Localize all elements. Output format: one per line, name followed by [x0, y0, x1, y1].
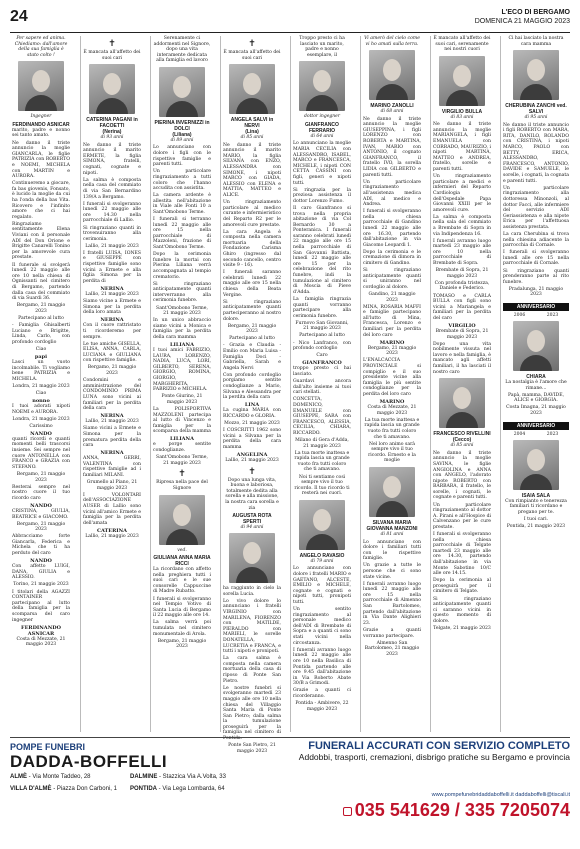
notice-name: NANDO — [30, 430, 52, 437]
year-start: 2004 — [513, 431, 526, 437]
notice-text: Noi ti sentiamo così sempre vivo il tuo ricordo. Il tuo ricordo ti resterà nei cuori. — [294, 474, 350, 497]
ad-location — [10, 774, 91, 780]
ad-phone-numbers — [343, 800, 570, 821]
column-5 — [290, 36, 353, 732]
notice-name: LINA — [244, 402, 260, 409]
deceased-alias: (Nerina) — [102, 129, 122, 136]
notice-text: I tuoi adorati nipoti NOEMI e AURORA. — [12, 404, 70, 415]
notice-name: MARINO — [379, 339, 405, 346]
deceased-age: di 81 anni — [380, 532, 404, 538]
masthead — [475, 8, 570, 26]
column-8 — [500, 36, 571, 732]
issue-date: DOMENICA 21 MAGGIO 2023 — [474, 18, 570, 25]
notice-date: Telgate, 21 maggio 2023 — [433, 626, 491, 632]
notice-name: LILIANA — [169, 342, 195, 349]
notice-date: Sant'Omobono Terme, 21 maggio 2023 — [156, 305, 208, 317]
notice-name: NERINA — [100, 450, 124, 457]
notice-text: I funerali si svolgeranno lunedì alle ore 15 nella parrocchiale di Cornale. — [503, 250, 569, 267]
notice-text: Siamo vicini a Ermete e Simona per la prematura perdita della cara — [83, 426, 141, 449]
notice-date: Sant'Omobono Terme, 21 maggio 2023 — [156, 455, 208, 466]
ad-location — [130, 786, 225, 792]
notice-text: La cara Angela è composta nella camera mortuaria della Fondazione Carisma Ghiro (ingresso dal secondo cancello, centro visite 9 - 16). — [223, 229, 281, 269]
notice-text: - Famiglia Ghisalberti Luciano e Brigitte, Linda, Carlo, con profondo cordoglio — [12, 322, 70, 345]
deceased-name: CATERINA PAGANI in FACOETTI — [86, 117, 138, 130]
cross-icon: ✝ — [108, 39, 116, 49]
deceased-name: GIANFRANCO FERRARIO — [305, 121, 339, 134]
notice-text: La salma è composta nella casa del commiato di via San Bernardino 139/A a Bergamo. — [83, 177, 141, 200]
deceased-age: di 83 anni — [450, 114, 474, 120]
portrait-photo — [159, 495, 205, 545]
notice-text: I fratelli LUISA, IONES e GIUSEPPE con rispettive famiglie sono vicini a Ermete e alla figlia Simona per la perdita di — [83, 250, 141, 284]
notice-date: Furnovo San Giovanni, 21 maggio 2023 — [295, 320, 349, 332]
notice-date: Ponte Giurino, 21 maggio 2023 — [161, 394, 203, 405]
deceased-age: di 64 anni — [310, 133, 334, 139]
notice-date: Lallio, 21 maggio 2023 — [85, 419, 139, 425]
notice-text: Lo annunciano con dolore i fratelli MARIO e GAETANO, ALCESTE, EMILIO e MICHELE, cognate e cognati e nipoti tutti, pronipoti tutti. — [293, 566, 351, 605]
notice-text: Ne danno il triste annuncio la moglie SAVINA, le figlie ANGIOLINA e ANNA con ANGELO, l'adorato nipote ROBERTO con BARBARA, il fratello, le sorelle, i cognati, le cognate e parenti tutti. — [433, 450, 491, 501]
deceased-age: di 89 anni — [170, 137, 194, 143]
notice-text: Un ringraziamento particolare a medici e infermieri del Reparto Cardiologia dell'Ospedale Papa Giovanni XXIII per le amorevoli cure. — [433, 174, 491, 213]
notice-heading: Carissimo — [29, 423, 53, 429]
notice-date: Lallio, 21 maggio 2023 — [225, 457, 279, 463]
cross-icon: ✝ — [248, 39, 256, 49]
notice-name: MARINO — [379, 399, 405, 406]
notice-name: NERINA — [100, 285, 124, 292]
notice-text: La cara Cherubina si trova nella chiesina adiacente la parrocchia di Cornale. — [503, 231, 569, 249]
notice-text: troppo presto ci hai lasciato. — [293, 366, 351, 377]
notice-text: Ne danno il triste annuncio i figli ROBERTO con MARA, RITA, DANILO, ROLANDO con CRISTINA, i nipoti MARCO, PAOLO con BETTY, ERICA, ALESSANDRO, FRANCESCO, ANTONIO, DAVIDE e SAMUELE, le sorelle, i cognati, la cognata e parenti tutti. — [503, 122, 569, 184]
column-6 — [360, 36, 423, 732]
notice-text: Un ringraziamento particolare al medico curante e infermieristico del Reparto R2 per le amorevoli cure prestate. — [223, 200, 281, 228]
notice-date: Lallio, 21 maggio 2023 — [85, 291, 139, 297]
portrait-photo — [159, 67, 205, 117]
notice-date: Almenno San Bartolomeo, 21 maggio 2023 — [364, 640, 420, 657]
ad-location-address: - Stazzica Via A.Volta, 33 — [159, 774, 226, 780]
notice-text: e porge sentite condoglianze. — [153, 442, 211, 454]
notice-title-label: dottor ingegner — [304, 114, 340, 120]
portrait-photo — [299, 61, 345, 111]
page-number: 24 — [10, 8, 28, 25]
funeral-home-ad — [10, 737, 570, 840]
anniversary-banner: ANNIVERSARIO — [503, 422, 569, 430]
notice-text: Si ringraziano anticipatamente quanti interverranno alla cerimonia funebre. — [153, 281, 211, 304]
ad-location — [10, 786, 117, 792]
deceased-age: di 93 anni — [100, 135, 124, 141]
deceased-age: di 85 anni — [450, 443, 474, 449]
portrait-photo — [229, 64, 275, 114]
portrait-photo — [439, 378, 485, 428]
ad-location-city: ALMÈ — [10, 774, 27, 780]
anniversary-years — [503, 432, 569, 437]
notice-text: L'ENALCACCIA PROVINCIALE si compiglio e il suo presidente vicine alla famiglia le più sentite condoglianze per la perdita del loro caro — [363, 358, 421, 397]
notice-text: Un particolare ringraziamento all'assistenza medica ADI, al medico e Andrea. — [363, 179, 421, 208]
notice-title-label: Ingegner — [30, 114, 52, 120]
notice-date: Bergamo, 21 maggio 2023 — [16, 471, 66, 483]
notice-text: La ricordano con affetto nella preghiera tutti i suoi cari e le sue consorelle Cappuccine di Madre Rubatto. — [153, 567, 211, 595]
notice-text: Un particolare ringraziamento al dottor A. Pirani e all'Hospice di Calvenzano per le cure prestate. — [433, 502, 491, 530]
notice-heading: Ciao — [35, 346, 47, 352]
ad-location-address: - Via Lega Lombarda, 64 — [158, 786, 225, 792]
notice-text: CRISTINA, GIULIA, BEATRICE e GIACOMO. — [12, 508, 70, 520]
notice-text: I tuoi amici FABRIZIO, LAURA, LORENZO, NADIA, LUCA, LORI, GILBERTO, SERENA, GIORGIO, ROMINA, GIORGIO, MARGHERITA, FABRIZIO e MICHELA. — [153, 348, 211, 393]
notice-date: Bergamo, 21 maggio 2023 — [227, 323, 277, 335]
notice-date: Brembate di Sopra, 21 maggio 2023 — [435, 328, 489, 340]
notice-text: La POLISPORTIVA MAZZOLENI partecipa al lutto di Vincenzo e famiglia per la scomparsa della mamma — [153, 407, 211, 435]
notice-name: NANDO — [30, 558, 52, 565]
notice-text: I funerali si svolgeranno lunedì 22 maggio alle ore 14.30 nella parrocchiale di Lallio. — [83, 201, 141, 224]
notice-text: Dopo la cerimonia funebre la mortai con Pierina Liliana verrà accompagnata al tempio crematorio. — [153, 252, 211, 280]
notice-date: Pontida, 21 maggio 2023 — [506, 523, 566, 529]
anniversary-banner: ANNIVERSARIO — [503, 303, 569, 311]
notice-text: Il caro Gianfranco si trova nella propria abitazione di via Col Bernardo 30 a Ponteranica. I funerali saranno celebrati lunedì 22 maggio alle ore 15 nella parrocchiale di San Giovanni Battista, lunedì 22 maggio alle ore 15 per la celebrazione del rito funebre, indi la tumulazione al cimitero di Moscia di Pieve d'Adda. — [293, 205, 351, 295]
notice-text: Dopo una lunga vita, buona e laboriosa, totalmente dedita alla sorella e alla missione, la nostra cara sorella e zia — [225, 477, 279, 511]
deceased-name: PIERINA INVERNIZZI in DOLCI — [154, 119, 210, 132]
notice-text: Ne danno il triste annuncio la moglie GIANCARLA, le figlie PATRIZIA con ROBERTO e NOEMI, MICHELA con MARTIN e AURORA. — [12, 140, 70, 180]
notice-text: Nel loro animo sarà sempre vivo il tuo ricordo. Ernesto e la moglie — [368, 441, 416, 464]
ad-contacts[interactable]: www.pompefunebridaddaboffelli.it daddaboffelli@tiscali.it — [431, 792, 570, 798]
cross-icon: ✝ — [178, 469, 186, 480]
notice-text: Ne danno il triste annuncio il marito ERMETE, la figlia SIMONA, fratelli, cognati, cognate e nipoti. — [83, 142, 141, 176]
notice-text: I funerali si svolgeranno nel Tempio Votivo di Santa Lucia di Bergamo il 22 maggio alle ore 14. — [153, 596, 211, 619]
notice-text: I COSCRITTI 1962 sono vicini a Silvana per la perdita della cara mamma — [223, 428, 281, 450]
notice-text: Dopo la cerimonia al proseguirà per il cimitero di Telgate. — [433, 578, 491, 595]
notice-text: Si ringrazia per la preziosa assistenza il dottor Lorenzo Fumo. — [293, 187, 351, 204]
notice-text: Con il cuore rattristato ti ricorderemo per sempre. — [83, 323, 141, 340]
year-end: 2023 — [546, 313, 559, 318]
notice-date: Pradalunga, 21 maggio 2023 — [508, 286, 564, 298]
notice-text: Condomini e amministrazione del CONDOMINIO PRIMA LUNA sono vicini ai familiari per la perdita della cara — [83, 378, 141, 412]
notice-text: I titolari della AGAZZI CONTAINER partecipano al lutto della famiglia per la scomparsa del caro ingegner — [12, 589, 70, 623]
notice-text: Un grazie a tutte le persone che ci sono state vicine. — [363, 563, 421, 580]
notice-text: Si ringraziano anticipatamente quanti ci saranno vicini in questo momento di dolore. — [433, 596, 491, 624]
notice-text: TOMASO e CARLA BULLA con figli sono vicini a Mariangela e familiari per la perdita del caro — [433, 293, 491, 321]
column-7 — [430, 36, 493, 732]
portrait-photo — [513, 50, 559, 100]
year-end: 2023 — [546, 431, 559, 437]
notice-text: Ringraziamo sentitamente Elena Viviani con il personale ADI del Don Orione e Brigitte Canarelli Tonino per la amorevole cura prestate. — [12, 221, 70, 261]
notice-text: La famiglia ringrazia quanti vorranno partecipare alla cerimonia funebre. — [293, 296, 351, 319]
ad-subheadline: Addobbi, trasporti, cremazioni, disbrigo pratiche su Bergamo e provincia — [298, 752, 570, 762]
notice-date: Bergamo, 21 maggio 2023 — [16, 521, 66, 533]
notice-text: Ne danno il triste annuncio la moglie MARIANGELA, i figli EMANUELA con CORRADO, MAURIZIO, i nipoti MARTINA, MATTEO e ANDREA, fratello, sorelle e parenti tutti. — [433, 122, 491, 173]
notice-text: MINA, ROSARIA MAFFI e famiglie partecipano all'lutto di Mina, Francesca, Lorenzo e familiari per la perdita del loro caro — [363, 304, 421, 338]
notice-date: Mozzo, 21 maggio 2023 — [224, 421, 280, 426]
notice-text: CONCETTA, DOMENICO, EMANUELE con GIUSEPPE, SARA con FRANCESCO, ALESSIA, CECILIA, CHIARA, RICCARDO. — [293, 397, 351, 436]
phone-icon — [343, 807, 352, 816]
deceased-alias: (Liliana) — [172, 131, 192, 138]
deceased-name: SILVANA MARIA GIOVANNA MANZONI — [366, 520, 418, 533]
deceased-name: ANGELO RAVASIO — [299, 552, 345, 559]
notice-date: Bergamo, 21 maggio 2023 — [367, 345, 417, 357]
deceased-name: GIULIANA ANNA MARIA RICCI — [153, 555, 211, 568]
notice-text: Si ringraziano quanti prenderanno parte al rito funebre. — [503, 268, 569, 285]
notice-text: Il funerale si svolgerà lunedì 22 maggio alle ore 10 nella chiesa di Ognissanti nel cimitero di Bergamo, partendo dalla casa del commiato di via Suardi 36. — [12, 262, 70, 302]
notice-text: Ne danno il triste annuncio il marito MARIO, la figlia SILVANA con ENZO, ALESSANDRA con SIMONE, i nipoti MARCO con GIADA, ALESSIO con ELENA e MATTIA, MATTEO e ALICE. — [223, 142, 281, 199]
deceased-name: CHIARA — [526, 374, 546, 380]
notice-text: Dopo una vita nobilmente vissuta nel lavoro e nella famiglia, è mancato agli affetti familiari, il ha lasciati il nostro caro — [433, 341, 491, 375]
notice-text: Si ringraziano quanti in trovenuiranno alla cerimonia. — [83, 225, 141, 242]
notice-name: GIANFRANCO — [302, 360, 342, 367]
notice-heading: Ciao — [35, 390, 47, 396]
notice-text: Partecipano al lutto — [229, 336, 275, 342]
notice-text: Dopo la cerimonia e le cremazione di dimora in cimitero di Gandino. — [363, 249, 421, 267]
portrait-photo — [369, 467, 415, 517]
deceased-age: di 79 anni — [310, 558, 334, 564]
notice-date: Lallio, 21 maggio 2023 — [85, 533, 139, 539]
notice-date: Bergamo, 21 maggio 2023 — [87, 365, 137, 377]
notice-name: CATERINA — [96, 527, 128, 534]
notice-date: Ponte San Pietro, 21 maggio 2023 — [228, 743, 276, 754]
column-3 — [150, 36, 213, 732]
notice-text: - Nico Lanfranco, con profondo cordoglio — [293, 340, 351, 352]
notice-text: Ci hai lasciato la nostra cara mamma — [508, 36, 564, 47]
notice-text: È mancata all'affetto dei suoi cari — [83, 50, 141, 61]
anniversary-years — [503, 313, 569, 318]
notice-date: Costa Imagna, 21 maggio 2023 — [506, 405, 566, 416]
ad-location-city: DALMINE — [130, 774, 158, 780]
notice-text: Si ringraziano anticipatamente quanti si uniranno nel cordoglio al dolore. — [363, 268, 421, 290]
newspaper-name: L'ECO DI BERGAMO — [501, 9, 570, 16]
notice-text: Abbracciamo forte Giancarla, Federica e Michela che ti ha perduto del caro — [12, 534, 70, 557]
ad-location-address: - Via Monte Taddeo, 28 — [28, 774, 91, 780]
portrait-photo — [299, 500, 345, 550]
notice-text: Lo annunciano con dolore i familiari tutti con le rispettive famiglie. — [363, 539, 421, 562]
ad-headline: FUNERALI ACCURATI CON SERVIZIO COMPLETO — [308, 740, 570, 752]
notice-text: Continueremo a giocare, fa bas giovenis, Fonsato, è lucido la moglie da cui ha l'onda della bas Vita. Ricovero e l'infinito amore che ci hai regalato. — [12, 181, 70, 220]
notice-heading: Caro — [316, 353, 328, 359]
portrait-photo — [18, 61, 64, 111]
ad-phones: 035 541629 / 335 7205074 — [354, 800, 570, 820]
notice-text: Un particolare ringraziamento alla dottoressa Minonzoli, al dottor Facci, alle infermiere del servizio ADI Geriassistenza e alla nipote Erica per l'affettuosa assistenza prestata. — [503, 185, 569, 230]
notice-date: Pontida - Ambivere, 22 maggio 2023 — [295, 701, 349, 712]
notice-name: nonno — [32, 398, 50, 404]
ad-brand-top: POMPE FUNEBRI — [10, 742, 86, 752]
notice-text: I funerali si svolgeranno nella chiesa parrocchiale di Gandino lunedì 22 maggio alle ore 16.30, partendo dall'abitazione in via Giacomo Leopardi 1. — [363, 209, 421, 248]
ad-location-city: VILLA D'ALMÈ — [10, 786, 52, 792]
notice-text: quanti ricordi e quanti momenti belli trascorsi insieme. Sei sempre nel cuore ANTONELLA con FRANCO e GRAZIA con STEFANO. — [12, 436, 70, 470]
notice-name: FERDINANDO ASNICAR — [21, 624, 61, 637]
notice-name: LILIANA — [169, 436, 195, 443]
notice-text: Lasci un vuoto incolmabile. Ti vogliamo bene PATRIZIA e MICHELA. — [12, 359, 70, 382]
notice-text: Con profonda tristezza, Daniele e Federico. — [434, 280, 490, 292]
deceased-name: CHERUBINA ZANCHI ved. SALVI — [505, 103, 567, 116]
notice-text: I VOLONTARI dell'ASSOCIAZIONE AUSER di Lallio sono vicini all'amico Ermete e famiglia per la perdita dell'amata — [83, 492, 141, 526]
portrait-photo — [513, 321, 559, 371]
notice-text: I funerali saranno celebrati lunedì 22 maggio alle ore 15 nella chiesa della Beata Vergine. — [223, 270, 281, 298]
column-1 — [10, 36, 72, 732]
deceased-alias: (Lina) — [245, 129, 259, 136]
notice-text: Grazie a quanti vorranno partecipare. — [363, 627, 421, 639]
notice-text: La salma è composta nella sala del commiato a Brembate di Sopra in via Indipendenza 16. — [433, 214, 491, 237]
deceased-name: ISAIA SALA — [521, 492, 551, 499]
notice-text: Partecipano al lutto — [299, 333, 345, 339]
notice-text: In un unico abbraccio siamo vicini a Monica e famiglia per la perdita della cara mamma — [153, 318, 211, 340]
notice-text: - Grazia e Claudia - Emilio con Maria Luisa - Famiglia Doci - Gabriella, Sarah e Angela Nervi — [223, 343, 281, 371]
notice-date: Costa di Mezzate, 21 maggio 2023 — [16, 636, 66, 648]
deceased-name: VIRGILIO BULLA — [441, 108, 483, 115]
notice-text: I funerali avranno luogo lunedì 22 maggio alle ore 10 nella Basilica di Pontida partendo alle ore 9.45 dall'abitazione in Via Roberto Abate 30/B a Grimodi. — [293, 647, 351, 687]
notice-text: Per sapere ed anima. Chiediamo: dall'amore della sua famiglia è stato colto ! — [14, 36, 68, 58]
deceased-name: FERDINANDO ASNICAR — [12, 121, 70, 128]
notice-text: La nostalgia è l'amore che rimane... — [505, 380, 567, 391]
notice-text: Partecipano al lutto — [18, 315, 64, 321]
notice-text: Ne danno il triste annuncio la moglie GIUSEPPINA, i figli LORENZO con ROBERTA e MARTINA, IVAN, MARIO con ANTONIO, il cognato GIANFRANCO, il fratello IVO, la sorella LIDIA con GILBERTO e parenti tutti. — [363, 116, 421, 178]
notice-text: ha raggiunto in cielo la sorella Lucia. — [223, 586, 281, 597]
deceased-name: FRANCESCO RIVELLINI — [433, 431, 491, 438]
notice-text: Lo vivo dolore lo annunciano i fratelli VIRGINIO con MARILENA, FIORENZO con MATILDE, PIERALDO con MARIELI, le sorelle DONATELLA, LUCRETIA e FRANCA, e tutti i nipoti e pronipoti. — [223, 598, 281, 655]
deceased-age: di 95 anni — [524, 115, 548, 121]
notice-text: Lo annunciano con dolore i figli con le rispettive famiglie e parenti tutti. — [153, 145, 211, 168]
deceased-name: ANGELA SALVI in NERVI — [230, 117, 274, 130]
notice-name: NERINA — [100, 317, 124, 324]
column-4 — [220, 36, 283, 754]
notice-text: La tua morte inattesa e rapida lascia un grande vuoto fra tutti coloro che ti amavano. — [364, 417, 420, 440]
year-start: 2006 — [513, 313, 526, 318]
notice-text: La cugina MARIA con RICCARDO e GLORIA. — [223, 408, 281, 419]
notice-title-label: ved. — [177, 547, 187, 553]
notice-text: Con affetto LUIGI, DANA, GIULIA e ALESSIO. — [12, 564, 70, 581]
notice-text: Troppo presto ci ha lasciato un marito, padre e nonno esemplare, il — [299, 36, 345, 58]
cross-icon: ✝ — [248, 466, 256, 477]
notice-text: I funerali avranno luogo lunedì 22 maggio alle ore 15 nella parrocchiale di Almenno San Bartolomeo, partendo dall'abitazione in Via Dante Alighieri 23. — [363, 581, 421, 626]
notice-text: Si ringraziano anticipatamente quanti parteciperanno al nostro dolore. — [223, 299, 281, 322]
portrait-photo — [439, 56, 485, 106]
notice-text: I funerali avranno luogo martedì 23 maggio alle ore 10 nella parrocchiale di Brembate di Sopra. — [433, 238, 491, 267]
notice-text: Con profondo cordoglio porgiamo sentite condoglianze a Mario, Silvana e Alessandra per la perdita della cara — [223, 372, 281, 401]
notice-text: Le nostre funebri si svolgeranno martedì 23 maggio alle ore 10 nella chiesa del Villaggio Santa Maria di Ponte San Pietro; dalla salma la tumulazione proseguirà per la famiglia nel cimitero di Pontida. — [223, 685, 281, 742]
notice-text: Guardavi ancora dall'alto insieme ai tuoi cari stellati. — [293, 379, 351, 396]
deceased-name: AUGUSTA ROTA SPERTI — [232, 512, 272, 525]
notice-text: La cara salma è composta nella camera mortuaria della casa di riposo di Ponte San Pietro. — [223, 656, 281, 684]
notice-date: Grumello al Piano, 21 maggio 2023 — [86, 480, 138, 491]
notice-text: I funerali si terranno lunedì 22 maggio alle ore 15 nella parrocchiale di Mazzoleni, frazione di Sant'Omobono Terme. — [153, 217, 211, 251]
notice-text: È mancato all'affetto dei suoi cari, serenamente nei nostri cuori — [433, 36, 491, 53]
ad-location-city: PONTIDA — [130, 786, 157, 792]
notice-text: Con rimpianto e tenerezza familiari ti ricordano e pregano per te. — [505, 498, 567, 515]
ad-headline-block — [184, 740, 570, 780]
notice-text: È mancata all'affetto dei suoi cari — [223, 50, 281, 61]
notice-text: Papà, mamma, DAVIDE, ALICE e GIORGIA. — [507, 392, 565, 404]
notice-text: La camera ardente è allestita nell'abitazione in Viale alle Fonti 10 a Sant'Omobono Terme. — [153, 193, 211, 215]
ad-location-address: - Piazza Don Carboni, 1 — [53, 786, 117, 792]
notice-text: ANNA, GERRI, VALENTINA con rispettive famiglie ad i familiari MILANI. — [83, 456, 141, 478]
deceased-age: di 68 anni — [380, 109, 404, 115]
ad-brand-name: DADDA-BOFFELLI — [10, 752, 168, 771]
page-header — [10, 6, 570, 33]
deceased-alias: (Cecco) — [452, 437, 472, 444]
deceased-name: MARINO ZANOLLI — [370, 103, 414, 110]
portrait-photo — [89, 64, 135, 114]
deceased-age: di 85 anni — [240, 135, 264, 141]
portrait-photo — [369, 50, 415, 100]
notice-name: NANDO — [30, 502, 52, 509]
notice-date: Gandino, 21 maggio 2023 — [368, 292, 416, 303]
notice-text: Un sentito ringraziamento al personale medico dell'ADI di Brembate di Sopra e a quanti ci sono stati vicini nella circostanza. — [293, 607, 351, 646]
notice-date: Londra, 21 maggio 2023 — [12, 383, 70, 389]
portrait-photo — [513, 440, 559, 490]
notice-text: Serenamente ci addormenti nel Signore, dopo una vita interamente dedicata alla famiglia ed lavoro — [153, 36, 211, 64]
notice-text: Vi amerò del cielo come vi ho amati sulla terra. — [364, 36, 420, 47]
notice-text: Siamo vicine a Ermete e Simona per la perdita della loro amata — [83, 299, 141, 316]
notice-date: Brembate di Sopra, 21 maggio 2023 — [435, 268, 489, 279]
notice-date: Lallio, 21 maggio 2023 — [85, 243, 139, 249]
portrait-photo — [229, 533, 275, 583]
notice-text: I funerali si svolgeranno nella chiesa parrocchiale di Telgate martedì 23 maggio alle ore 14.30, partendo dall'abitazione in via Monte Sabotino 10/C alle ore 14.15. — [433, 532, 491, 577]
notice-text: marito, padre e nonno sei tanto amato. — [12, 127, 70, 139]
notice-text: Lo annunciano la moglie MARIA CECILIA con ALESSANDRO, ISABEL, MARCO e FRANCESCA, MICHELE, i nipoti CON CETTA CASSINI con figli, generi e nipoti tutti. — [293, 141, 351, 186]
notice-name: VIRGILIO — [448, 322, 476, 329]
deceased-age: di 94 anni — [240, 524, 264, 530]
notice-date: Torino, 21 maggio 2023 — [13, 582, 69, 588]
notice-date: Milano di Gera d'Adda, 21 maggio 2023 — [295, 437, 349, 449]
notice-text: Ripresa nella pace del Signore — [156, 480, 208, 491]
column-2 — [80, 36, 143, 732]
notice-name: ANGELINA — [236, 451, 268, 458]
notice-text: La tua morte inattesa e rapida lascia un grande vuoto fra tutti coloro che ti amavano. — [294, 450, 350, 473]
notice-date: Londra, 21 maggio 2023 — [12, 416, 70, 422]
notice-text: La salma verrà poi tumulata nel cimitero monumentale di Arola. — [153, 620, 211, 637]
notice-date: Bergamo, 21 maggio 2023 — [157, 638, 207, 650]
notice-text: Grazie a quanti ci ricorderanno. — [293, 688, 351, 699]
notice-name: papi — [34, 353, 48, 360]
notice-text: Le tue amiche GISELLA, ELISA, ANNA, CARLA, LUCIANA e GIULIANA con rispettive famiglie. — [83, 341, 141, 364]
notice-date: Bergamo, 21 maggio 2023 — [16, 303, 66, 314]
notice-text: Un particolare ringraziamento a tutti coloro che l'hanno accudita con assistita. — [153, 169, 211, 192]
notice-text: Resterai sempre nel nostro cuore il tuo ricordo caro — [12, 484, 70, 501]
notice-date: Costa di Mezzate, 21 maggio 2023 — [367, 405, 417, 416]
notice-name: NERINA — [100, 413, 124, 420]
notice-text: I tuoi cari. — [523, 516, 549, 522]
